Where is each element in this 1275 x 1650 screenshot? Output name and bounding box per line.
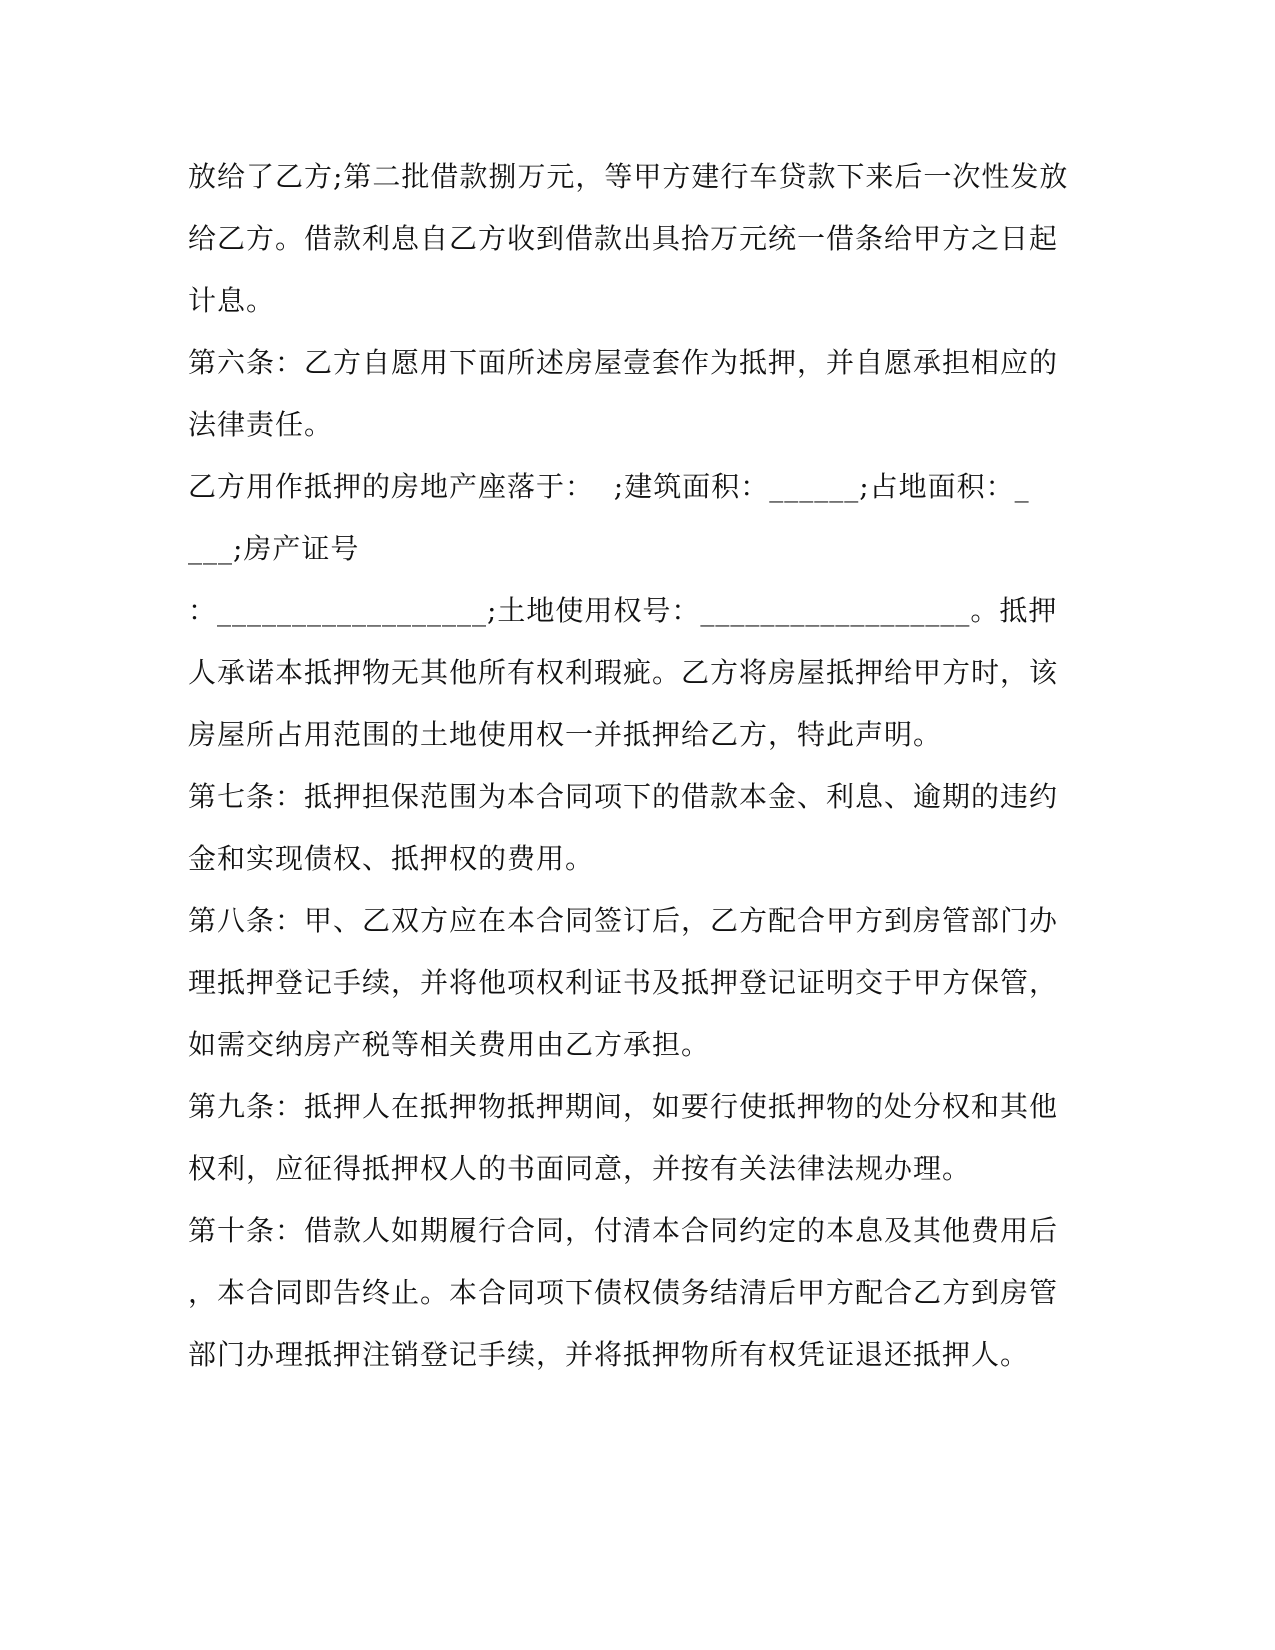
text-line: 乙方用作抵押的房地产座落于： ;建筑面积：______;占地面积：_: [188, 470, 1030, 503]
text-line: 放给了乙方;第二批借款捌万元，等甲方建行车贷款下来后一次性发放: [188, 160, 1069, 193]
article-8-heading-line: 第八条：甲、乙双方应在本合同签订后，乙方配合甲方到房管部门办: [188, 904, 1059, 937]
text-line: ：__________________;土地使用权号：__________________。抵押: [188, 594, 1058, 627]
article-6-heading-line: 第六条：乙方自愿用下面所述房屋壹套作为抵押，并自愿承担相应的: [188, 346, 1059, 379]
article-9-heading-line: 第九条：抵押人在抵押物抵押期间，如要行使抵押物的处分权和其他: [188, 1090, 1059, 1123]
text-line: 金和实现债权、抵押权的费用。: [188, 842, 595, 875]
text-line: 如需交纳房产税等相关费用由乙方承担。: [188, 1028, 711, 1061]
text-line: 权利，应征得抵押权人的书面同意，并按有关法律法规办理。: [188, 1152, 972, 1185]
text-line: 理抵押登记手续，并将他项权利证书及抵押登记证明交于甲方保管，: [188, 966, 1059, 999]
text-line: 房屋所占用范围的土地使用权一并抵押给乙方，特此声明。: [188, 718, 943, 751]
article-7-heading-line: 第七条：抵押担保范围为本合同项下的借款本金、利息、逾期的违约: [188, 780, 1059, 813]
text-line: ，本合同即告终止。本合同项下债权债务结清后甲方配合乙方到房管: [188, 1276, 1059, 1309]
text-line: 给乙方。借款利息自乙方收到借款出具拾万元统一借条给甲方之日起: [188, 222, 1059, 255]
text-line: 人承诺本抵押物无其他所有权利瑕疵。乙方将房屋抵押给甲方时，该: [188, 656, 1059, 689]
text-line: 法律责任。: [188, 408, 334, 441]
text-line: 部门办理抵押注销登记手续，并将抵押物所有权凭证退还抵押人。: [188, 1338, 1030, 1371]
text-line: 计息。: [188, 284, 276, 317]
article-10-heading-line: 第十条：借款人如期履行合同，付清本合同约定的本息及其他费用后: [188, 1214, 1059, 1247]
text-line: ___;房产证号: [188, 532, 360, 565]
